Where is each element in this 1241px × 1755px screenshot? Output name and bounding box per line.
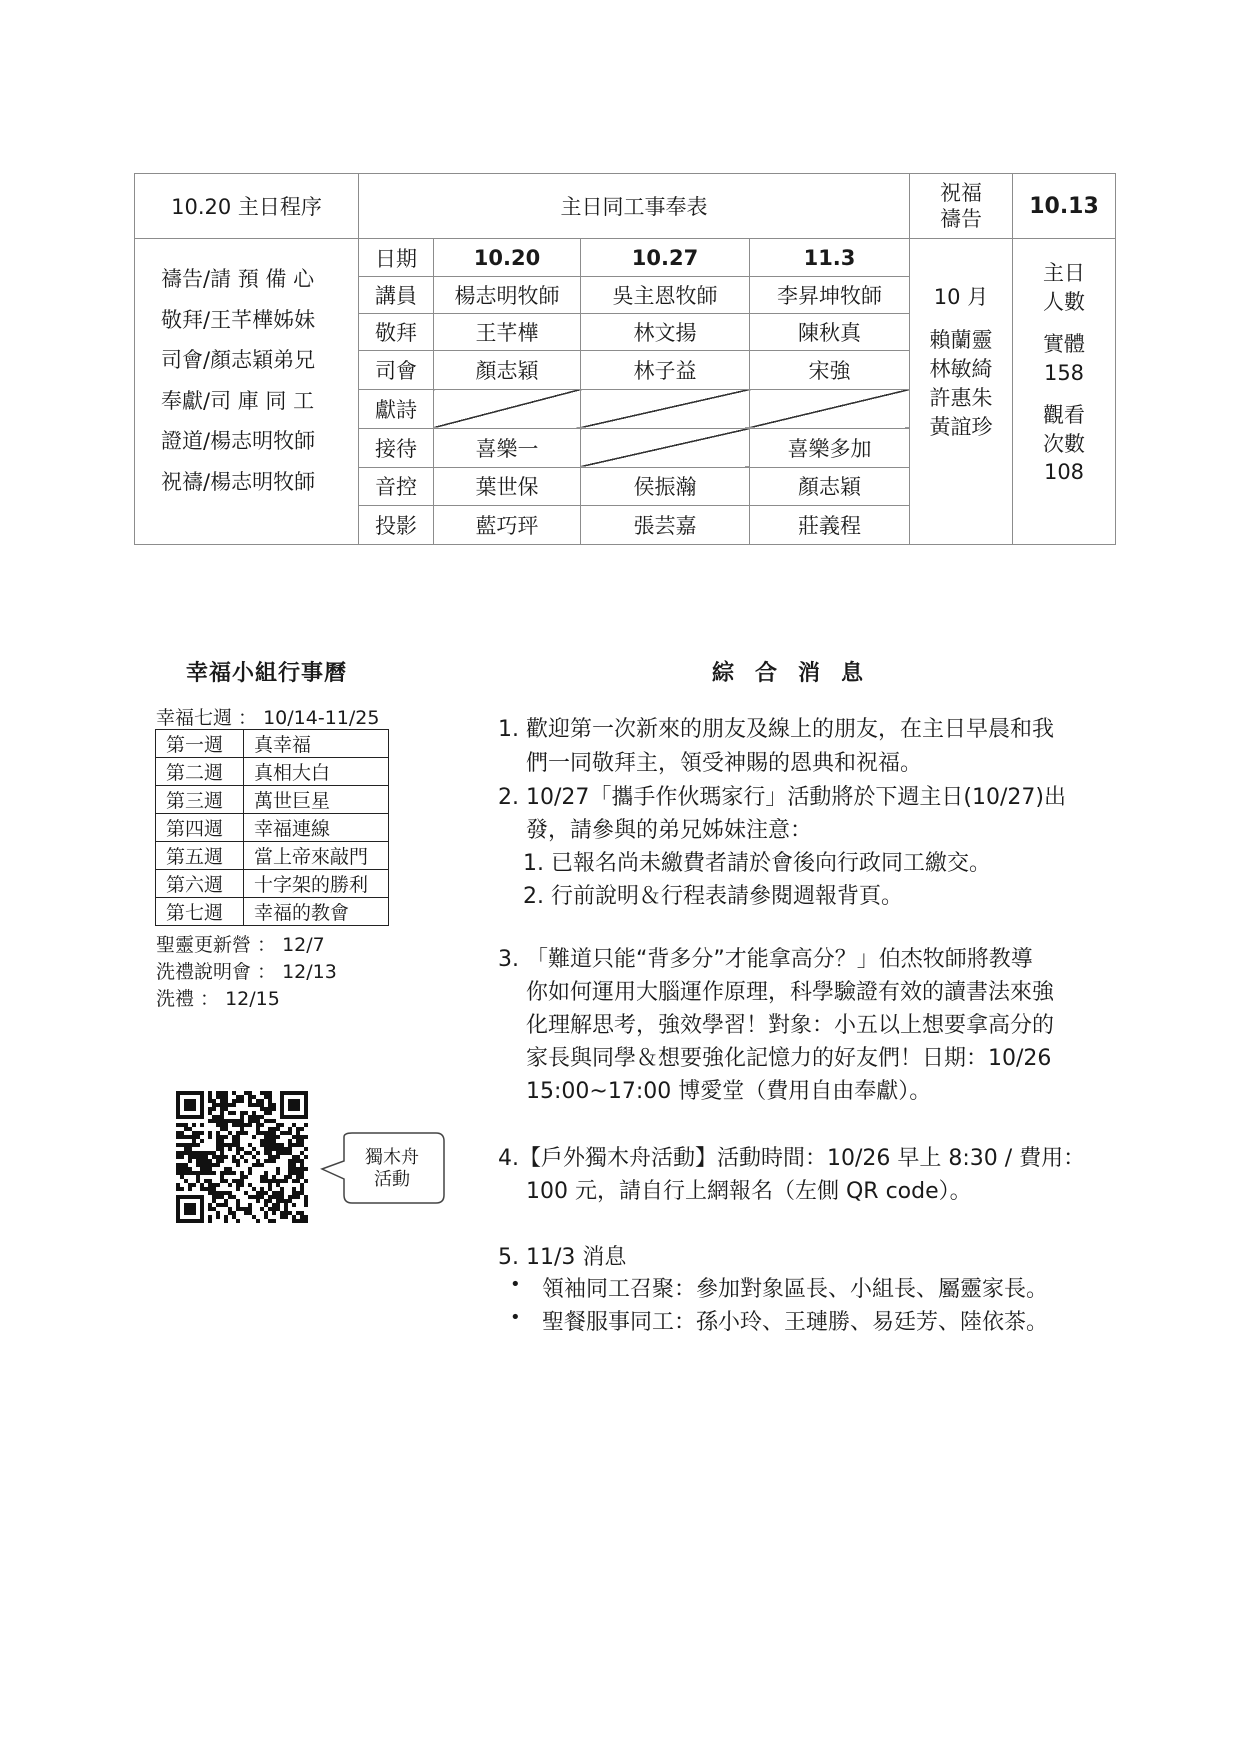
news-line: 3. 「難道只能“背多分”才能拿高分？」伯杰牧師將教導 bbox=[498, 947, 1033, 972]
news-line: 家長與同學＆想要強化記憶力的好友們！日期：10/26 bbox=[526, 1046, 1052, 1071]
role-label: 司會 bbox=[359, 351, 434, 389]
roster-cell: 侯振瀚 bbox=[581, 467, 750, 505]
week-topic: 幸福連線 bbox=[244, 814, 389, 842]
physical-label: 實體 bbox=[1043, 332, 1085, 357]
roster-cell: 顏志穎 bbox=[434, 351, 581, 389]
qr-caption bbox=[340, 1147, 444, 1191]
news-bullet-line: 聖餐服事同工：孫小玲、王璉勝、易廷芳、陸依茶。 bbox=[542, 1310, 1049, 1335]
news-line: 100 元，請自行上網報名（左側 QR code）。 bbox=[526, 1179, 972, 1204]
week-topic: 十字架的勝利 bbox=[244, 870, 389, 898]
empty-slash-cell bbox=[581, 389, 750, 428]
weeks-table bbox=[155, 729, 389, 926]
role-label: 講員 bbox=[359, 277, 434, 314]
role-label: 接待 bbox=[359, 428, 434, 467]
program-item: 祝禱/楊志明牧師 bbox=[161, 469, 316, 494]
attendance-label: 主日 bbox=[1043, 261, 1085, 286]
news-line: 1. 歡迎第一次新來的朋友及線上的朋友，在主日早晨和我 bbox=[498, 717, 1054, 742]
bullet-icon: • bbox=[510, 1307, 521, 1328]
week-label: 第一週 bbox=[156, 730, 244, 758]
week-topic: 真幸福 bbox=[244, 730, 389, 758]
qr-caption-line: 活動 bbox=[374, 1169, 410, 1190]
service-table bbox=[134, 173, 1116, 545]
role-label: 獻詩 bbox=[359, 389, 434, 428]
program-title: 10.20 主日程序 bbox=[135, 174, 359, 239]
news-bullet-line: 領袖同工召聚：參加對象區長、小組長、屬靈家長。 bbox=[542, 1277, 1049, 1302]
roster-cell: 王芊樺 bbox=[434, 314, 581, 351]
bullet-icon: • bbox=[510, 1274, 521, 1295]
role-label: 投影 bbox=[359, 505, 434, 544]
program-item: 禱告/請 預 備 心 bbox=[161, 267, 315, 292]
roster-cell: 林文揚 bbox=[581, 314, 750, 351]
blessing-name: 黃誼珍 bbox=[929, 415, 993, 440]
roster-cell: 張芸嘉 bbox=[581, 505, 750, 544]
event-line: 洗禮說明會 ： 12/13 bbox=[156, 961, 337, 983]
blessing-header: 祝福 禱告 bbox=[910, 174, 1013, 239]
empty-slash-cell bbox=[750, 389, 910, 428]
roster-cell: 葉世保 bbox=[434, 467, 581, 505]
count-date: 10.13 bbox=[1013, 174, 1116, 239]
news-line: 化理解思考，強效學習！對象：小五以上想要拿高分的 bbox=[526, 1013, 1055, 1038]
program-item: 司會/顏志穎弟兄 bbox=[161, 348, 316, 373]
week-label: 第五週 bbox=[156, 842, 244, 870]
news-line: 發，請參與的弟兄姊妹注意： bbox=[526, 818, 813, 843]
roster-cell: 吳主恩牧師 bbox=[581, 277, 750, 314]
week-label: 第二週 bbox=[156, 758, 244, 786]
news-line: 15:00~17:00 博愛堂（費用自由奉獻）。 bbox=[526, 1079, 932, 1104]
news-sub-line: 2. 行前說明＆行程表請參閱週報背頁。 bbox=[523, 884, 903, 909]
empty-slash-cell bbox=[581, 428, 750, 467]
date-col: 11.3 bbox=[750, 239, 910, 277]
attendance-label: 人數 bbox=[1043, 289, 1085, 314]
roster-cell: 陳秋真 bbox=[750, 314, 910, 351]
event-line: 聖靈更新營 ： 12/7 bbox=[156, 934, 325, 956]
online-label: 次數 bbox=[1043, 431, 1085, 456]
blessing-name: 林敏綺 bbox=[929, 357, 993, 382]
roster-title: 主日同工事奉表 bbox=[359, 174, 910, 239]
roster-cell: 楊志明牧師 bbox=[434, 277, 581, 314]
attendance-cell bbox=[1013, 239, 1116, 545]
week-topic: 幸福的教會 bbox=[244, 898, 389, 926]
news-line: 你如何運用大腦運作原理，科學驗證有效的讀書法來強 bbox=[526, 980, 1055, 1005]
week-label: 第三週 bbox=[156, 786, 244, 814]
blessing-month: 10 月 bbox=[933, 285, 989, 310]
roster-cell: 莊義程 bbox=[750, 505, 910, 544]
program-item: 敬拜/王芊樺姊妹 bbox=[161, 307, 316, 332]
program-list bbox=[135, 239, 359, 545]
news-line: 們一同敬拜主，領受神賜的恩典和祝福。 bbox=[526, 751, 923, 776]
roster-cell: 顏志穎 bbox=[750, 467, 910, 505]
blessing-name: 許惠朱 bbox=[929, 386, 993, 411]
week-label: 第六週 bbox=[156, 870, 244, 898]
online-value: 108 bbox=[1043, 460, 1085, 485]
empty-slash-cell bbox=[434, 389, 581, 428]
physical-value: 158 bbox=[1043, 360, 1085, 385]
blessing-name: 賴蘭靈 bbox=[929, 328, 993, 353]
role-label: 敬拜 bbox=[359, 314, 434, 351]
program-item: 證道/楊志明牧師 bbox=[161, 429, 316, 454]
week-topic: 真相大白 bbox=[244, 758, 389, 786]
date-col: 10.27 bbox=[581, 239, 750, 277]
date-col: 10.20 bbox=[434, 239, 581, 277]
role-label: 音控 bbox=[359, 467, 434, 505]
roster-cell: 宋強 bbox=[750, 351, 910, 389]
group-calendar-title: 幸福小組行事曆 bbox=[186, 661, 348, 686]
roster-cell: 藍巧玶 bbox=[434, 505, 581, 544]
event-line: 洗禮 ： 12/15 bbox=[156, 988, 280, 1010]
program-item: 奉獻/司 庫 同 工 bbox=[161, 388, 315, 413]
news-line: 5. 11/3 消息 bbox=[498, 1245, 627, 1270]
qr-code-icon[interactable] bbox=[176, 1091, 308, 1223]
news-sub-line: 1. 已報名尚未繳費者請於會後向行政同工繳交。 bbox=[523, 851, 991, 876]
news-line: 2. 10/27「攜手作伙瑪家行」活動將於下週主日(10/27)出 bbox=[498, 785, 1066, 810]
week-label: 第七週 bbox=[156, 898, 244, 926]
roster-cell: 喜樂一 bbox=[434, 428, 581, 467]
roster-cell: 喜樂多加 bbox=[750, 428, 910, 467]
news-title: 綜合消息 bbox=[712, 661, 885, 686]
blessing-cell bbox=[910, 239, 1013, 545]
qr-caption-line: 獨木舟 bbox=[365, 1147, 419, 1168]
seven-weeks-line: 幸福七週 ： 10/14-11/25 bbox=[156, 707, 380, 729]
news-line: 4.【戶外獨木舟活動】活動時間：10/26 早上 8:30 / 費用： bbox=[498, 1146, 1086, 1171]
online-label: 觀看 bbox=[1043, 403, 1085, 428]
week-topic: 當上帝來敲門 bbox=[244, 842, 389, 870]
roster-cell: 林子益 bbox=[581, 351, 750, 389]
week-label: 第四週 bbox=[156, 814, 244, 842]
date-label: 日期 bbox=[359, 239, 434, 277]
week-topic: 萬世巨星 bbox=[244, 786, 389, 814]
roster-cell: 李昇坤牧師 bbox=[750, 277, 910, 314]
